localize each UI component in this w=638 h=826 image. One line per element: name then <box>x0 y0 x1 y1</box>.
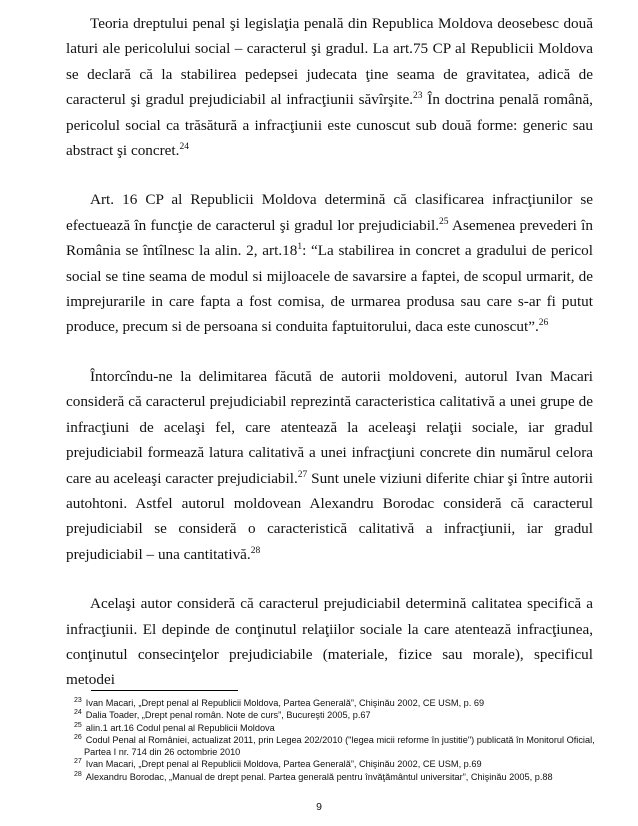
paragraph-text: Sunt unele viziuni diferite chiar şi între autorii autohtoni. Astfel autorul moldovean Alexandru Borodac consideră că caracterul prejudiciabil se consideră o caracteristică calitativă a infracţiunii, iar gradul prejudiciabil – una cantitativă. <box>66 469 593 563</box>
footnote-reference: 27 <box>297 469 308 480</box>
footnote <box>66 771 600 783</box>
footnote-reference: 25 <box>439 216 449 227</box>
footnote-number: 28 <box>74 770 82 778</box>
paragraph <box>66 364 593 567</box>
footnote-separator <box>91 690 238 691</box>
footnote-text: Alexandru Borodac, „Manual de drept penal. Partea generală pentru învăţământul universitar”, Chişinău 2005, p.88 <box>85 771 553 782</box>
footnote-text: Ivan Macari, „Drept penal al Republicii Moldova, Partea Generală”, Chişinău 2002, CE USM, p. 69 <box>85 698 485 708</box>
footnote-reference: 26 <box>538 318 549 329</box>
paragraph <box>66 11 593 163</box>
footnote <box>66 734 600 759</box>
paragraph-text: Art. 16 CP al Republicii Moldova determină că clasificarea infracţiunilor se efectuează în funcţie de caracterul şi gradul lor prejudiciabil. <box>66 191 593 234</box>
paragraph-text: : “La stabilirea in concret a gradului de pericol social se tine seama de modul si mijloacele de savarsire a faptei, de scopul urmarit, de imprejurarile in care fapta a fost comisa, de urmarea produsa sau care s-ar fi putut produce, precum si de persoana si conduita faptuitorului, daca este cunoscut”. <box>66 242 593 336</box>
paragraph <box>66 591 593 693</box>
footnote-reference: 1 <box>297 242 303 253</box>
page-number: 9 <box>316 801 322 813</box>
footnote-text: alin.1 art.16 Codul penal al Republicii Moldova <box>85 722 275 733</box>
footnote-text: Codul Penal al României, actualizat 2011, prin Legea 202/2010 ("legea micii reforme în justitie") publicată în Monitorul Oficial, Partea I nr. 714 din 26 octombrie 2010 <box>84 734 595 758</box>
paragraph-text: Acelaşi autor consideră că caracterul prejudiciabil determină calitatea specifică a infracţiunii. El depinde de conţinutul relaţiilor sociale la care atentează infracţiunea, conţinutul consecinţelor prejudiciabile (materiale, fizice sau morale), specificul metodei <box>66 595 593 689</box>
footnote-number: 24 <box>74 709 82 717</box>
footnote-number: 27 <box>74 758 82 766</box>
paragraph-text: Întorcîndu-ne la delimitarea făcută de autorii moldoveni, autorul Ivan Macari consideră că caracterul prejudiciabil reprezintă caracteristica calitativă a unei grupe de infracţiuni de acelaşi fel, care atentează la aceleaşi relaţii sociale, iar gradul prejudiciabil formează latura calitativă a unei infracţiuni concrete din numărul celora care au aceleaşi caracter prejudiciabil. <box>66 367 593 487</box>
footnote-text: Ivan Macari, „Drept penal al Republicii Moldova, Partea Generală”, Chişinău 2002, CE USM, p.69 <box>85 759 482 770</box>
footnote-number: 26 <box>74 733 82 741</box>
footnote-reference: 24 <box>179 141 189 152</box>
footnote <box>66 709 600 721</box>
footnote-number: 25 <box>74 721 82 729</box>
footnote-text: Dalia Toader, „Drept penal român. Note de curs”, Bucureşti 2005, p.67 <box>85 710 371 721</box>
paragraph <box>66 187 593 339</box>
footnote-number: 23 <box>74 696 82 704</box>
footnote <box>66 758 600 770</box>
footnote-reference: 23 <box>413 91 423 102</box>
paragraph-text: Teoria dreptului penal şi legislaţia penală din Republica Moldova deosebesc două laturi ale pericolului social – caracterul şi gradul. La art.75 CP al Republicii Moldova se declară că la stabilirea pedepsei judecata ţine seama de gravitatea, adică de caracterul şi gradul prejudiciabil al infracţiunii săvîrşite. <box>66 15 593 109</box>
paragraph-text: Asemenea prevederi în România se întîlnesc la alin. 2, art.18 <box>66 216 593 260</box>
body-text <box>66 11 593 717</box>
footnote-reference: 28 <box>250 545 261 556</box>
footnote <box>66 722 600 734</box>
footnotes <box>66 697 600 783</box>
paragraph-text: În doctrina penală română, pericolul social ca trăsătură a infracţiunii este cunoscut sub două forme: generic sau abstract şi concret. <box>66 91 593 160</box>
footnote <box>66 697 600 709</box>
